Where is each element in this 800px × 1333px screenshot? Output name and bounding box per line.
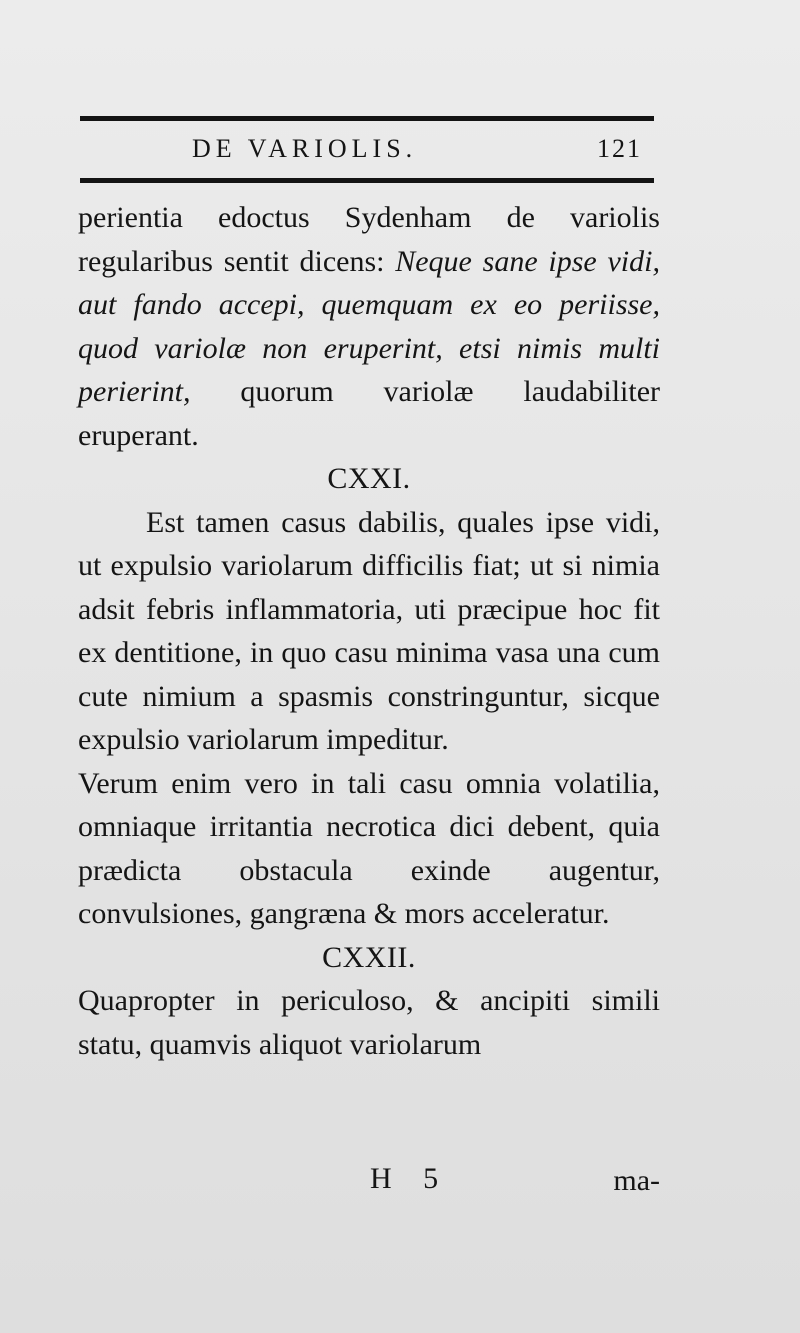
section-heading-cxxi: CXXI. — [327, 462, 411, 495]
body-text — [78, 196, 660, 1066]
page-footer — [78, 1162, 660, 1202]
catchword: ma- — [613, 1164, 660, 1197]
page-header — [80, 128, 654, 172]
header-rule-bottom — [80, 178, 654, 183]
paragraph-verum: Verum enim vero in tali casu omnia volatilia, omniaque irritantia necrotica dici debent, quia prædicta obstacula exinde augentur, convulsiones, gangræna & mors acceleratur. — [78, 766, 660, 930]
paragraph-start: perientia edoctus Sydenham de variolis regularibus sentit dicens: — [78, 201, 660, 278]
page-number: 121 — [597, 134, 642, 163]
paragraph-continued — [78, 196, 660, 457]
paragraph-cxxi: Est tamen casus dabilis, quales ipse vidi, ut expulsio variolarum difficilis fiat; ut si nimia adsit febris inflammatoria, uti præcipue hoc fit ex dentitione, in quo casu minima vasa una cum cute nimium a spasmis constringuntur, sicque expulsio variolarum impeditur. — [78, 505, 660, 756]
paragraph-cxxii: Quapropter in periculoso, & ancipiti simili statu, quamvis aliquot variolarum — [78, 984, 660, 1061]
signature-mark: H 5 — [370, 1162, 451, 1195]
running-head: DE VARIOLIS. — [192, 134, 418, 163]
paragraph-end: quorum variolæ laudabiliter eruperant. — [78, 375, 660, 452]
section-heading-cxxii: CXXII. — [322, 940, 416, 974]
header-rule-top — [80, 116, 654, 121]
sydenham-quote: Neque sane ipse vidi, aut fando accepi, quemquam ex eo periisse, quod variolæ non eruperint, etsi nimis multi perierint, — [78, 244, 660, 408]
